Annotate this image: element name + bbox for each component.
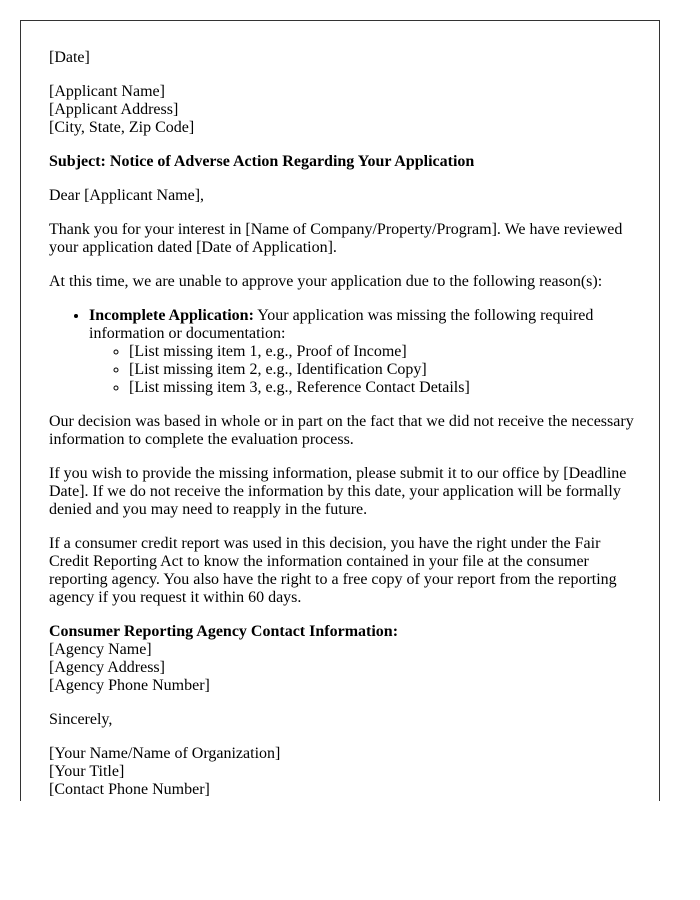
agency-name: [Agency Name]: [49, 641, 152, 658]
letter-date: [Date]: [49, 49, 90, 66]
recipient-city-state-zip: [City, State, Zip Code]: [49, 119, 195, 136]
reason-label: Incomplete Application:: [89, 307, 254, 324]
agency-phone: [Agency Phone Number]: [49, 677, 210, 694]
missing-item: ◦ [List missing item 1, e.g., Proof of Income]: [129, 343, 639, 361]
reason-item: [89, 307, 639, 397]
signature-block: [49, 745, 639, 799]
agency-address: [Agency Address]: [49, 659, 165, 676]
reasons-list: [49, 307, 639, 397]
letter-content: [49, 49, 639, 801]
fcra-rights-paragraph: If a consumer credit report was used in this decision, you have the right under the Fair Credit Reporting Act to know the information contained in your file at the consumer reporting agency. You also have the right to a free copy of your report from the reporting agency if you request it within 60 days.: [49, 535, 617, 606]
missing-items-list: [89, 343, 639, 397]
recipient-name: [Applicant Name]: [49, 83, 165, 100]
intro-paragraph: Thank you for your interest in [Name of Company/Property/Program]. We have reviewed your application dated [Date of Application].: [49, 221, 623, 256]
agency-contact-block: [49, 623, 639, 695]
closing: Sincerely,: [49, 711, 113, 728]
signature-name: [Your Name/Name of Organization]: [49, 745, 281, 762]
deadline-paragraph: If you wish to provide the missing information, please submit it to our office by [Deadline Date]. If we do not receive the information by this date, your application will be formally denied and you may need to reapply in the future.: [49, 465, 627, 518]
signature-phone: [Contact Phone Number]: [49, 781, 210, 798]
reasons-intro-paragraph: At this time, we are unable to approve your application due to the following reason(s):: [49, 273, 603, 290]
reason-text: Your application was missing the following required information or documentation:: [89, 307, 594, 342]
recipient-address-block: [49, 83, 639, 137]
signature-title: [Your Title]: [49, 763, 125, 780]
letter-page: [20, 20, 660, 801]
subject-line: Subject: Notice of Adverse Action Regarding Your Application: [49, 153, 475, 170]
agency-heading: Consumer Reporting Agency Contact Information:: [49, 623, 399, 640]
missing-item: ◦ [List missing item 3, e.g., Reference Contact Details]: [129, 379, 639, 397]
recipient-address: [Applicant Address]: [49, 101, 179, 118]
decision-paragraph: Our decision was based in whole or in part on the fact that we did not receive the necessary information to complete the evaluation process.: [49, 413, 634, 448]
salutation: Dear [Applicant Name],: [49, 187, 205, 204]
missing-item: ◦ [List missing item 2, e.g., Identification Copy]: [129, 361, 639, 379]
